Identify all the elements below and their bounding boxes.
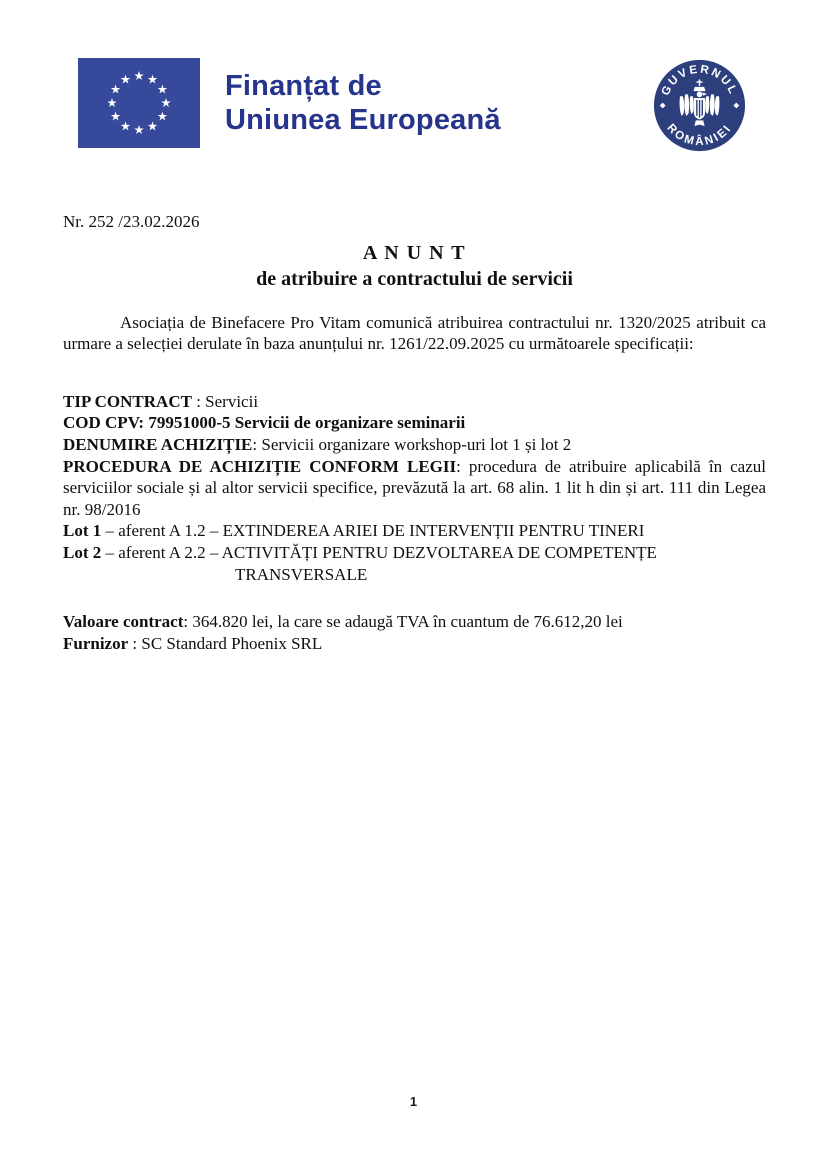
spec-denumire-achizitie xyxy=(63,434,766,456)
document-subtitle: de atribuire a contractului de servicii xyxy=(256,267,573,290)
eu-funding-line1: Finanțat de xyxy=(225,70,382,102)
document-content xyxy=(63,211,766,654)
spec-tip-contract xyxy=(63,391,766,413)
spec-value: : SC Standard Phoenix SRL xyxy=(128,633,323,653)
spec-label: Valoare contract xyxy=(63,612,184,632)
intro-paragraph: Asociația de Binefacere Pro Vitam comunică atribuirea contractului nr. 1320/2025 atribuit ca urmare a selecției derulate în baza anunțului nr. 1261/22.09.2025 cu următoarele specificații: xyxy=(63,312,766,354)
spec-label: PROCEDURA DE ACHIZIȚIE CONFORM LEGII xyxy=(63,456,457,476)
spec-cod-cpv xyxy=(63,412,766,434)
spec-lot-2-continuation: TRANSVERSALE xyxy=(235,564,368,584)
eu-funding-line2: Uniunea Europeană xyxy=(225,104,501,136)
specifications-block xyxy=(63,391,766,585)
eu-funding-text xyxy=(225,69,501,137)
spec-procedura xyxy=(63,456,766,521)
eu-flag-icon xyxy=(78,58,200,148)
spec-value: : 364.820 lei, la care se adaugă TVA în cuantum de 76.612,20 lei xyxy=(183,612,623,632)
spec-label: Lot 1 xyxy=(63,521,102,541)
spec-label: Lot 2 xyxy=(63,542,102,562)
spec-label: Furnizor xyxy=(63,633,129,653)
spec-value: : Servicii organizare workshop-uri lot 1 și lot 2 xyxy=(252,434,572,454)
spec-label: COD CPV: 79951000-5 Servicii de organizare seminarii xyxy=(63,413,466,433)
spec-value: : procedura de atribuire aplicabilă în cazul serviciilor sociale și al altor servicii specifice, prevăzută la art. 68 alin. 1 lit h din și art. 111 din Legea nr. 98/2016 xyxy=(63,456,766,519)
spec-lot-2 xyxy=(63,542,766,564)
contract-value-block xyxy=(63,611,766,654)
spec-label: TIP CONTRACT xyxy=(63,391,192,411)
government-seal-icon xyxy=(653,59,746,152)
contract-value-line xyxy=(63,611,766,633)
spec-value: – aferent A 2.2 – ACTIVITĂȚI PENTRU DEZVOLTAREA DE COMPETENȚE xyxy=(101,542,657,562)
spec-value: : Servicii xyxy=(191,391,259,411)
spec-value: – aferent A 1.2 – EXTINDEREA ARIEI DE INTERVENȚII PENTRU TINERI xyxy=(101,521,645,541)
document-title: A N U N T xyxy=(362,241,467,264)
page-number: 1 xyxy=(409,1094,418,1109)
eu-funding-logo xyxy=(78,58,501,148)
document-ref-number: Nr. 252 /23.02.2026 xyxy=(63,212,200,231)
seal-bottom-text: ROMÂNIEI xyxy=(664,121,735,149)
spec-lot-1 xyxy=(63,520,766,542)
spec-label: DENUMIRE ACHIZIȚIE xyxy=(63,434,253,454)
title-block xyxy=(63,240,766,292)
seal-top-text: GUVERNUL xyxy=(658,62,741,98)
supplier-line xyxy=(63,633,766,655)
